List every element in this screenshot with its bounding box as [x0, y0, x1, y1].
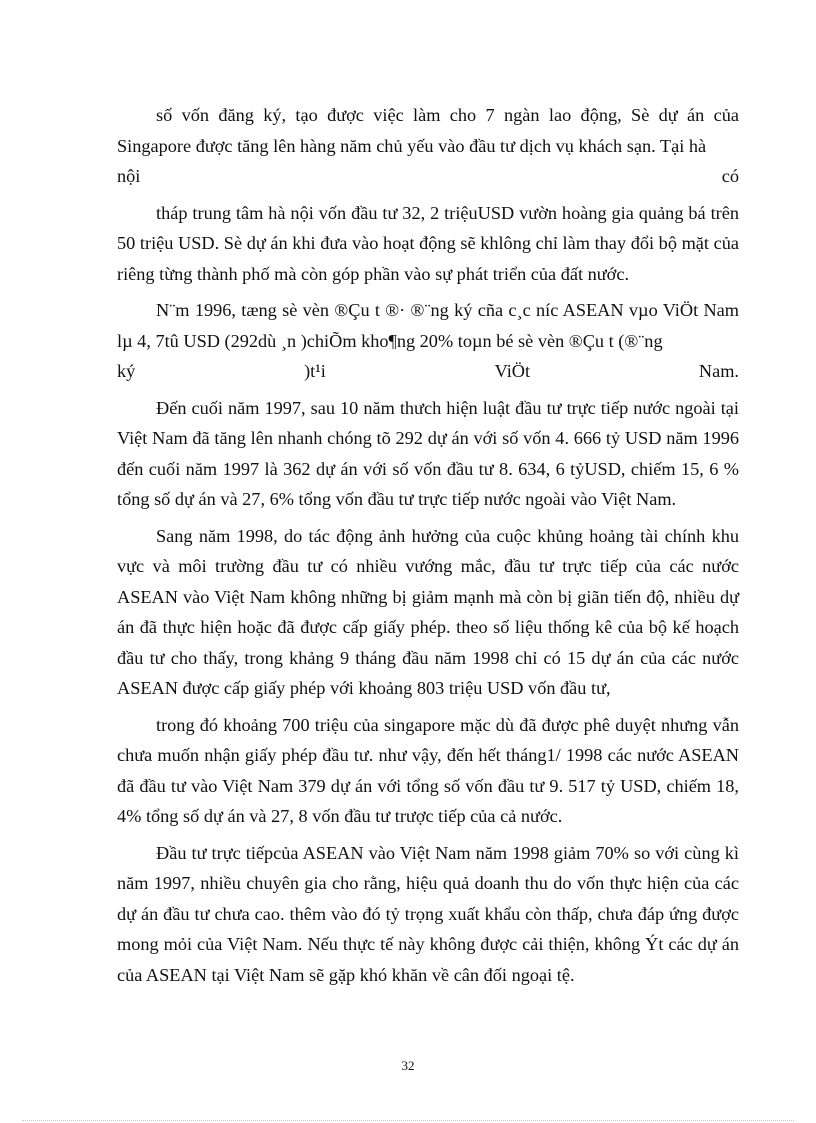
paragraph-5: Sang năm 1998, do tác động ảnh hưởng của cuộc khủng hoảng tài chính khu vực và môi trường đầu tư có nhiều vướng mắc, đầu tư trực tiếp của các nước ASEAN vào Việt Nam không những bị giảm mạnh mà còn bị giãn tiến độ, nhiều dự án đã thực hiện hoặc đã được cấp giấy phép. theo số liệu thống kê của bộ kế hoạch đầu tư cho thấy, trong khảng 9 tháng đầu năm 1998 chỉ có 15 dự án của các nước ASEAN được cấp giấy phép với khoảng 803 triệu USD vốn đầu tư,	[117, 525, 739, 698]
paragraph-4: Đến cuối năm 1997, sau 10 năm thưch hiện luật đầu tư trực tiếp nước ngoài tại Việt Nam đã tăng lên nhanh chóng tõ 292 dự án với số vốn 4. 666 tỷ USD năm 1996 đến cuối năm 1997 là 362 dự án với số vốn đầu tư 8. 634, 6 tỷUSD, chiếm 15, 6 % tổng số dự án và 27, 6% tổng vốn đầu tư trực tiếp nước ngoài vào Việt Nam.	[117, 397, 739, 509]
footer-divider	[22, 1120, 794, 1121]
tail-word-left: nội	[117, 166, 141, 186]
tail-word-right: có	[721, 166, 739, 186]
paragraph-1-tail-line	[117, 161, 739, 192]
paragraph-7: Đầu tư trực tiếpcủa ASEAN vào Việt Nam năm 1998 giảm 70% so với cùng kì năm 1997, nhiều chuyên gia cho rằng, hiệu quả doanh thu do vốn thực hiện của các dự án đầu tư chưa cao. thêm vào đó tỷ trọng xuất khẩu còn thấp, chưa đáp ứng được mong mỏi của Việt Nam. Nếu thực tế này không được cải thiện, không Ýt các dự án của ASEAN tại Việt Nam sẽ gặp khó khăn về cân đối ngoại tệ.	[117, 842, 739, 985]
tail-word-3: ViÖt	[494, 361, 531, 381]
paragraph-3: N¨m 1996, tæng sè vèn ®Çu t ®· ®¨ng ký cña c¸c níc ASEAN vµo ViÖt Nam lµ 4, 7tû USD (292dù ¸n )chiÕm kho¶ng 20% toµn bé sè vèn ®Çu t (®¨ng	[117, 300, 739, 351]
tail-word-4: Nam.	[698, 361, 739, 381]
paragraph-1: số vốn đăng ký, tạo được việc làm cho 7 ngàn lao động, Sè dự án của Singapore được tăng lên hàng năm chủ yếu vào đầu tư dịch vụ khách sạn. Tại hà	[117, 105, 739, 156]
page-number: 32	[401, 1058, 415, 1073]
tail-word-2: )t¹i	[304, 361, 326, 381]
tail-word-1: ký	[117, 361, 136, 381]
page-body	[117, 100, 739, 990]
paragraph-6: trong đó khoảng 700 triệu của singapore mặc dù đã được phê duyệt nhưng vẫn chưa muốn nhận giấy phép đầu tư. như vậy, đến hết tháng1/ 1998 các nước ASEAN đã đầu tư vào Việt Nam 379 dự án với tổng số vốn đầu tư 9. 517 tỷ USD, chiếm 18, 4% tổng số dự án và 27, 8 vốn đầu tư trược tiếp của cả nước.	[117, 714, 739, 826]
paragraph-3-tail-line	[117, 356, 739, 387]
paragraph-2: tháp trung tâm hà nội vốn đầu tư 32, 2 triệuUSD vườn hoàng gia quảng bá trên 50 triệu USD. Sè dự án khi đưa vào hoạt động sẽ khlông chỉ làm thay đổi bộ mặt của riêng từng thành phố mà còn góp phần vào sự phát triển của đất nước.	[117, 202, 739, 284]
